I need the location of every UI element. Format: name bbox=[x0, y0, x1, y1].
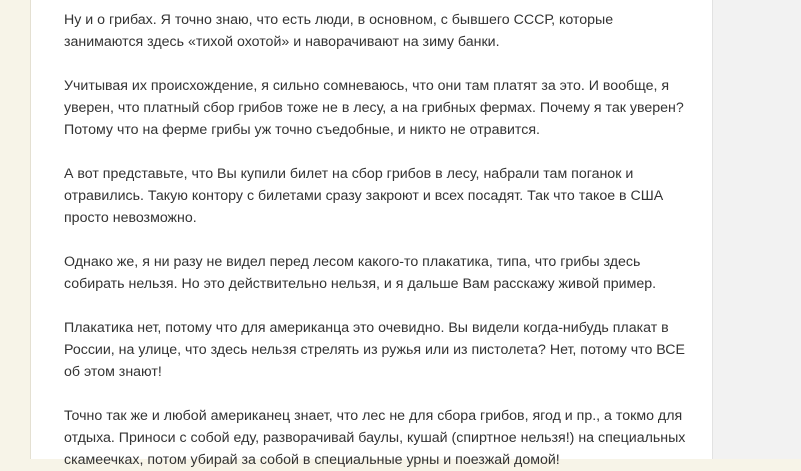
paragraph-obvious-rule: Плакатика нет, потому что для американца это очевидно. Вы видели когда-нибудь плакат в России, на улице, что здесь нельзя стрелять из ружья или из пистолета? Нет, потому что ВСЕ об этом знают! bbox=[64, 320, 685, 380]
paragraph-ticket-example: А вот представьте, что Вы купили билет на сбор грибов в лесу, набрали там поганок и отравились. Такую контору с билетами сразу закроют и всех посадят. Так что такое в США просто невозможно. bbox=[64, 166, 664, 226]
paragraph-payment-doubt: Учитывая их происхождение, я сильно сомневаюсь, что они там платят за это. И вообще, я уверен, что платный сбор грибов тоже не в лесу, а на грибных фермах. Почему я так уверен? Потому что на ферме грибы уж точно съедобные, и никто не отравится. bbox=[64, 78, 684, 138]
article-body bbox=[31, 0, 712, 468]
left-background-strip bbox=[0, 0, 31, 459]
paragraph-mushrooms-intro: Ну и о грибах. Я точно знаю, что есть люди, в основном, с бывшего СССР, которые занимаются здесь «тихой охотой» и наворачивают на зиму банки. bbox=[64, 12, 614, 50]
right-background-margin bbox=[712, 0, 801, 459]
paragraph-no-sign: Однако же, я ни разу не видел перед лесом какого-то плакатика, типа, что грибы здесь собирать нельзя. Но это действительно нельзя, и я дальше Вам расскажу живой пример. bbox=[64, 254, 657, 292]
paragraph-forest-purpose: Точно так же и любой американец знает, что лес не для сбора грибов, ягод и пр., а токмо для отдыха. Приноси с собой еду, разворачивай баулы, кушай (спиртное нельзя!) на специальных скамеечках, потом убирай за собой в специальные урны и поезжай домой! bbox=[64, 408, 686, 468]
